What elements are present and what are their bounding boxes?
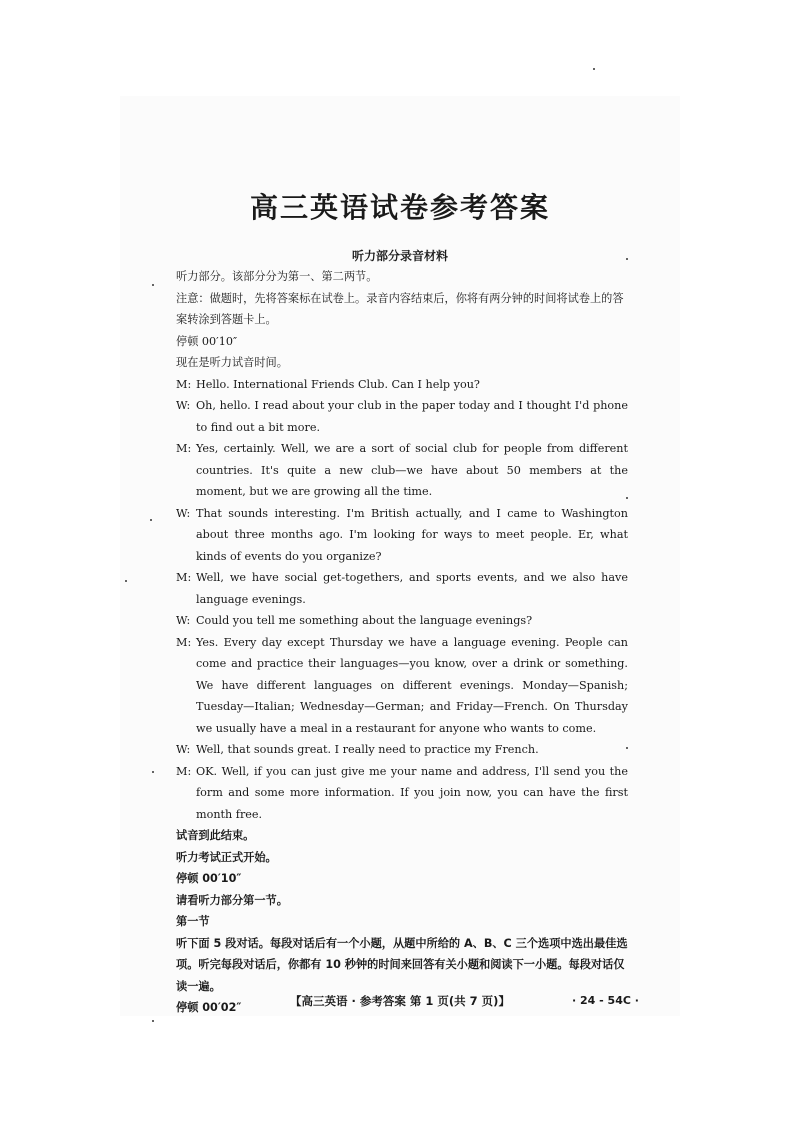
intro-line: 现在是听力试音时间。 xyxy=(176,356,288,369)
pause-line: 停顿 00′10″ xyxy=(176,872,242,885)
scan-speck xyxy=(152,771,154,773)
utterance-text: Well, that sounds great. I really need to practice my French. xyxy=(196,743,539,756)
transcript-body xyxy=(176,266,628,1019)
dialogue-turn xyxy=(176,438,628,503)
outro-line: 请看听力部分第一节。 xyxy=(176,893,288,907)
scan-speck xyxy=(152,284,154,286)
scan-speck xyxy=(125,580,127,582)
utterance-text: Could you tell me something about the language evenings? xyxy=(196,614,533,627)
speaker-label: M: xyxy=(176,571,192,584)
dialogue-turn xyxy=(176,610,628,632)
outro-line: 试音到此结束。 xyxy=(176,829,255,842)
section-subtitle: 听力部分录音材料 xyxy=(351,249,448,263)
utterance-text: Yes. Every day except Thursday we have a language evening. People can come and practice their languages—you know, over a drink or something. We have different languages on different evenings. Monday—Spanish; Tuesday—Italian; Wednesday—German; and Friday—French. On Thursday we usually have a meal in a restaurant for anyone who wants to come. xyxy=(196,635,628,735)
scan-speck xyxy=(626,497,628,499)
instruction-text: 听下面 5 段对话。每段对话后有一个小题，从题中所给的 A、B、C 三个选项中选出最佳选项。听完每段对话后，你都有 10 秒钟的时间来回答有关小题和阅读下一小题。每段对话仅读一遍。 xyxy=(176,936,628,993)
utterance-text: OK. Well, if you can just give me your name and address, I'll send you the form and some more information. If you join now, you can have the first month free. xyxy=(196,764,628,821)
scan-speck xyxy=(152,1020,154,1022)
section-heading: 第一节 xyxy=(176,915,210,928)
speaker-label: M: xyxy=(176,442,192,455)
intro-line: 听力部分。该部分分为第一、第二两节。 xyxy=(176,270,378,283)
page-footer: 【高三英语 · 参考答案 第 1 页(共 7 页)】 xyxy=(290,994,510,1008)
pause-line: 停顿 00′10″ xyxy=(176,334,238,348)
utterance-text: Hello. International Friends Club. Can I help you? xyxy=(196,377,480,391)
pause-line: 停顿 00′02″ xyxy=(176,1001,242,1014)
dialogue-turn xyxy=(176,567,628,610)
scan-speck xyxy=(626,747,628,749)
utterance-text: That sounds interesting. I'm British actually, and I came to Washington about three months ago. I'm looking for ways to meet people. Er, what kinds of events do you organize? xyxy=(196,506,628,563)
dialogue-turn xyxy=(176,374,628,396)
speaker-label: M: xyxy=(176,635,192,649)
dialogue-turn xyxy=(176,761,628,826)
outro-line: 听力考试正式开始。 xyxy=(176,850,277,864)
scan-speck xyxy=(150,519,152,521)
speaker-label: W: xyxy=(176,506,191,520)
scan-speck xyxy=(626,258,628,260)
utterance-text: Well, we have social get-togethers, and sports events, and we also have language evenings. xyxy=(196,571,628,606)
dialogue-turn xyxy=(176,632,628,740)
utterance-text: Yes, certainly. Well, we are a sort of social club for people from different countries. It's quite a new club—we have about 50 members at the moment, but we are growing all the time. xyxy=(196,442,628,498)
paper-code: · 24 - 54C · xyxy=(572,994,639,1007)
dialogue-turn xyxy=(176,395,628,438)
speaker-label: M: xyxy=(176,764,192,778)
dialogue-turn xyxy=(176,739,628,761)
page-title: 高三英语试卷参考答案 xyxy=(249,191,550,224)
speaker-label: W: xyxy=(176,743,191,756)
speaker-label: W: xyxy=(176,614,191,627)
dialogue-turn xyxy=(176,503,628,568)
speaker-label: M: xyxy=(176,377,192,391)
intro-line: 注意：做题时，先将答案标在试卷上。录音内容结束后，你将有两分钟的时间将试卷上的答案转涂到答题卡上。 xyxy=(176,291,624,326)
utterance-text: Oh, hello. I read about your club in the paper today and I thought I'd phone to find out a bit more. xyxy=(196,399,628,434)
speaker-label: W: xyxy=(176,399,191,412)
scan-speck xyxy=(593,68,595,70)
